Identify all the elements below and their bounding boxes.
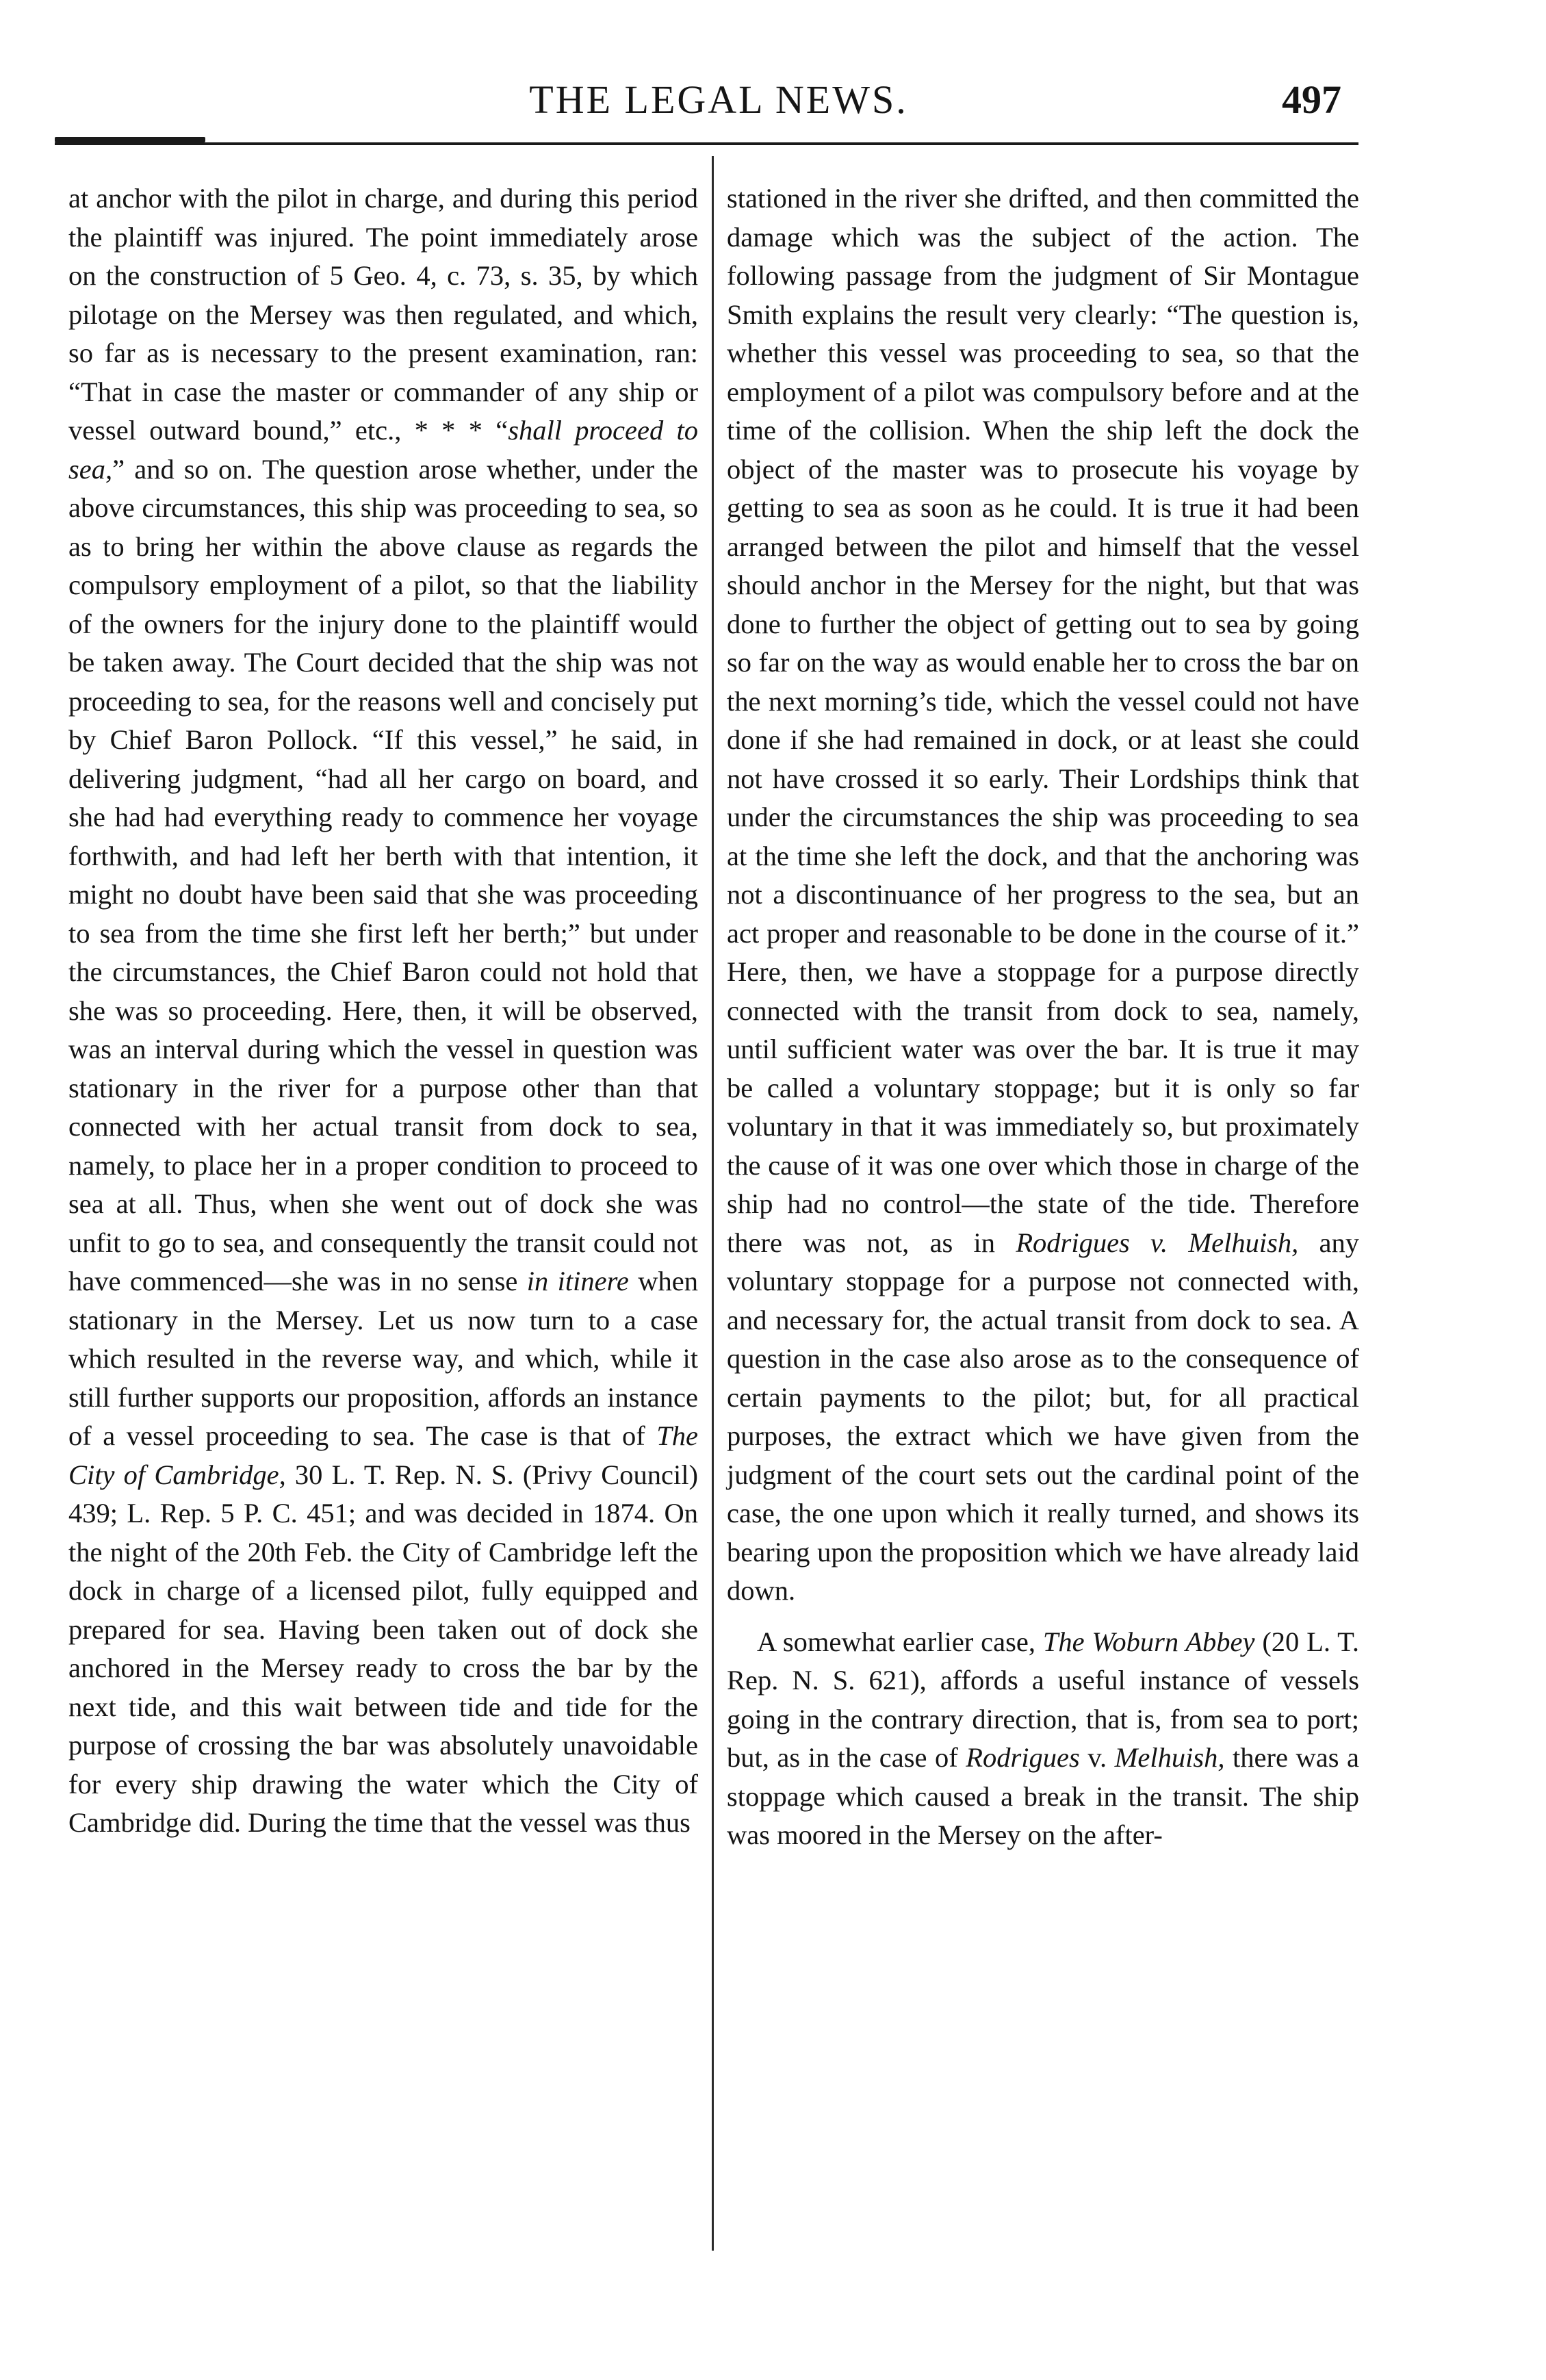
case-name: The Woburn Abbey xyxy=(1042,1626,1255,1657)
italic-phrase: shall proceed to sea, xyxy=(68,415,698,485)
right-column xyxy=(727,179,1359,1855)
journal-title: THE LEGAL NEWS. xyxy=(529,77,908,122)
left-column xyxy=(68,179,698,1843)
text-run: ” and so on. The question arose whether, under the above circumstances, this ship was proceeding to sea, so as to bring her within the above clause as regards the compulsory employment of a pilot, so that the liability of the owners for the injury done to the plaintiff would be taken away. The Court decided that the ship was not proceeding to sea, for the reasons well and concisely put by Chief Baron Pollock. “If this vessel,” he said, in delivering judgment, “had all her cargo on board, and she had had everything ready to commence her voyage forthwith, and had left her berth with that intention, it might no doubt have been said that she was proceeding to sea from the time she first left her berth;” but under the circumstances, the Chief Baron could not hold that she was so proceeding. Here, then, it will be observed, was an interval during which the vessel in question was stationary in the river for a purpose other than that connected with her actual transit from dock to sea, namely, to place her in a proper condition to proceed to sea at all. Thus, when she went out of dock she was unfit to go to sea, and consequently the transit could not have commenced—she was in no sense xyxy=(68,453,698,1296)
header-rule-accent xyxy=(55,137,205,142)
text-run: v. xyxy=(1079,1742,1115,1773)
case-name: Rodrigues v. Melhuish, xyxy=(1016,1227,1299,1258)
text-run: A somewhat earlier case, xyxy=(757,1626,1043,1657)
case-name: Rodrigues xyxy=(966,1742,1080,1773)
column-divider xyxy=(712,156,714,2251)
text-run: at anchor with the pilot in charge, and during this period the plaintiff was injured. The point immediately arose on the construction of 5 Geo. 4, c. 73, s. 35, by which pilotage on the Mersey was then regulated, and which, so far as is necessary to the present examination, ran: “That in case the master or commander of any ship or vessel outward bound,” etc., * * * “ xyxy=(68,183,698,446)
header-rule xyxy=(55,142,1358,145)
right-column-paragraph xyxy=(727,1623,1359,1855)
page-header xyxy=(0,0,1546,157)
italic-phrase: in itinere xyxy=(526,1266,629,1296)
text-run: 30 L. T. Rep. N. S. (Privy Council) 439; L. Rep. 5 P. C. 451; and was decided in 1874. On the night of the 20th Feb. the City of Cambridge left the dock in charge of a licensed pilot, fully equipped and prepared for sea. Having been taken out of dock she anchored in the Mersey ready to cross the bar by the next tide, and this wait between tide and tide for the purpose of crossing the bar was absolutely unavoidable for every ship drawing the water which the City of Cambridge did. During the time that the vessel was thus xyxy=(68,1459,699,1838)
text-run: any voluntary stoppage for a purpose not connected with, and necessary for, the actual transit from dock to sea. A question in the case also arose as to the consequence of certain payments to the pilot; but, for all practical purposes, the extract which we have given from the judgment of the court sets out the cardinal point of the case, the one upon which it really turned, and shows its bearing upon the proposition which we have already laid down. xyxy=(727,1227,1359,1606)
text-run: (20 L. T. Rep. N. S. 621), affords a useful instance of vessels going in the contrary direction, that is, from sea to port; but, as in the case of xyxy=(727,1626,1359,1773)
text-run: there was a stoppage which caused a break in the transit. The ship was moored in the Mersey on the after- xyxy=(727,1742,1359,1850)
left-column-paragraph xyxy=(68,179,698,1843)
text-run: when stationary in the Mersey. Let us now turn to a case which resulted in the reverse way, and which, while it still further supports our proposition, affords an instance of a vessel proceeding to sea. The case is that of xyxy=(68,1266,698,1451)
page-number: 497 xyxy=(1282,77,1341,122)
case-name: The City of Cambridge, xyxy=(68,1420,698,1490)
text-run: stationed in the river she drifted, and then committed the damage which was the subject of the action. The following passage from the judgment of Sir Montague Smith explains the result very clearly: “The question is, whether this vessel was proceeding to sea, so that the employment of a pilot was compulsory before and at the time of the collision. When the ship left the dock the object of the master was to prosecute his voyage by getting to sea as soon as he could. It is true it had been arranged between the pilot and himself that the vessel should anchor in the Mersey for the night, but that was done to further the object of getting out to sea by going so far on the way as would enable her to cross the bar on the next morning’s tide, which the vessel could not have done if she had remained in dock, or at least she could not have crossed it so early. Their Lordships think that under the circumstances the ship was proceeding to sea at the time she left the dock, and that the anchoring was not a discontinuance of her progress to the sea, but an act proper and reasonable to be done in the course of it.” Here, then, we have a stoppage for a purpose directly connected with the transit from dock to sea, namely, until sufficient water was over the bar. It is true it may be called a voluntary stoppage; but it is only so far voluntary in that it was immediately so, but proximately the cause of it was one over which those in charge of the ship had no control—the state of the tide. Therefore there was not, as in xyxy=(727,183,1359,1258)
case-name: Melhuish, xyxy=(1114,1742,1225,1773)
right-column-paragraph xyxy=(727,179,1359,1611)
